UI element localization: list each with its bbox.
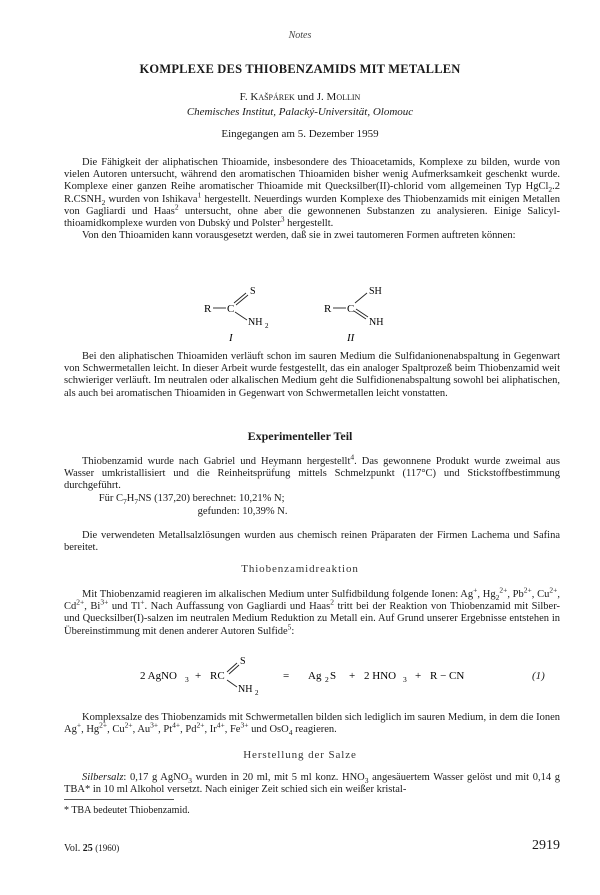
text-run: , Pd [180,724,197,736]
structure-II-c: C [347,303,355,315]
footnote-ref: 5 [287,622,292,632]
text-run: wurden in 20 ml, mit 5 ml konz. HNO [192,772,365,783]
experimental-paragraph [64,452,561,493]
eq-plus-3: + [415,670,422,682]
text-run: , Cu [531,589,550,600]
affiliation: Chemisches Institut, Palacký-Universität, Olomouc [186,106,414,118]
text-run: , Hg [477,589,496,600]
text-run: , Cu [107,724,125,736]
experimental-section [64,452,561,493]
text-run: , Au [132,724,151,736]
superscript: + [76,720,82,730]
eq-nh-sub: 2 [255,689,259,696]
reaction-heading: Thiobenzamidreaktion [241,563,359,575]
footnote-ref: 4 [350,452,355,462]
received-date: Eingegangen am 5. Dezember 1959 [221,128,379,140]
subscript: 7 [122,497,127,507]
text-run: wurden von Ishikava [105,193,198,205]
eq-ag-s: S [330,670,337,682]
volume-info [64,843,119,854]
authors [0,91,600,103]
silver-salt-paragraph [64,772,560,796]
text-run: reagieren. [292,724,337,736]
superscript: 2+ [124,720,133,730]
text-run: hergestellt. [284,218,334,230]
superscript: 4+ [172,720,181,730]
analysis-calc-row [64,493,328,506]
structure-I-sub: 2 [265,322,269,330]
subscript: 3 [364,776,369,786]
salts-paragraph: Die verwendeten Metallsalzlösungen wurden aus chemisch reinen Präparaten der Firmen Lachema und Safina bereitet. [64,530,560,554]
salts-heading: Herstellung der Salze [243,749,357,761]
text-run: , Hg [81,724,100,736]
text-run: .2 R.CSNH [64,181,560,205]
text-run: : 0,17 g AgNO [123,772,189,783]
structure-I [204,286,269,343]
author-connector: und [294,91,317,103]
subscript: 4 [288,728,293,738]
calc-value: 10,21% N; [238,493,285,504]
eq-hno3-sub: 3 [403,675,407,684]
eq-plus-1: + [195,670,202,682]
subscript: 7 [134,497,139,507]
footnote-ref: 2 [330,597,334,607]
eq-rc: RC [210,670,225,682]
superscript: 2+ [196,720,205,730]
text-run: Mit Thiobenzamid reagieren im alkalischen Medium unter Sulfidbildung folgende Ionen: Ag [82,589,474,600]
eq-lhs-sub: 3 [185,675,189,684]
page-number: 2919 [532,838,560,853]
footnote-divider [64,799,174,800]
footnote-ref: 2 [174,202,179,212]
analysis-found-row [64,506,328,519]
reaction-equation [140,656,560,696]
text-run: tritt bei der Reaktion von Thiobenzamid mit Silber- und Quecksilber(I)-salzen im neutralen Medium Reduktion zu Metall ein. Auf Grund unserer Ergebnisse entstehen in Übereinstimmung mit denen anderer Autoren Sulfide [64,601,560,637]
volume-label: Vol. [64,843,81,854]
structure-I-label: I [229,332,233,343]
intro-section [64,157,560,242]
subscript: 2 [548,185,553,195]
text-run: und OsO [248,724,289,736]
eq-nh: NH [238,684,253,695]
text-run: Thiobenzamid wurde nach Gabriel und Heymann hergestellt [82,456,351,467]
calc-label: berechnet: [192,493,237,504]
structure-II [324,286,383,343]
aliphatic-paragraph-block [64,351,560,400]
text-run: und Tl [108,601,141,613]
experimental-heading: Experimenteller Teil [247,429,353,443]
text-run: NS (137,20) [138,493,190,504]
subscript: 2 [101,197,106,207]
aliphatic-paragraph: Bei den aliphatischen Thioamiden verläuft schon im sauren Medium die Sulfidanionenabspaltung in Gegenwart von Schwermetallen leicht. In dieser Arbeit wurde festgestellt, das ein analoger Spaltprozeß beim Thiobenzamid weit schwieriger verläuft. Im neutralen oder alkalischen Medium geht die Sulfidionenabspaltung sowohl bei aliphatischen, als auch bei aromatischen Thioamiden in Gegenwart von Schwermetallen leicht vonstatten. [64,351,560,399]
intro-paragraph-1 [64,157,560,230]
structure-II-nh: NH [369,317,384,328]
volume-number: 25 [82,843,93,854]
superscript: 2+ [76,597,85,607]
footnote-ref: 3 [280,214,285,224]
article-title: KOMPLEXE DES THIOBENZAMIDS MIT METALLEN [139,62,461,76]
text-run: : [291,625,295,637]
elemental-analysis [64,493,328,518]
eq-plus-2: + [349,670,356,682]
found-label: gefunden: [197,505,240,517]
text-run: untersucht, ohne aber die gewonnenen Substanzen zu analysieren. Einige Salicyl-thioamidkomplexe wurden von Dubský und Polster [64,205,560,230]
superscript: 2+ [99,720,108,730]
text-run: . Das gewonnene Produkt wurde zweimal aus Wasser umkristallisiert und die Reinheitsprüfung mittels Schmelzpunkt (117°C) und Stickstoffbestimmung durchgeführt. [64,456,561,492]
text-run: , Pt [158,724,173,736]
complex-paragraph [64,712,560,736]
eq-rcn: R − CN [430,670,465,682]
text-run: , Ir [204,724,217,736]
text-run: hergestellt. Neuerdings wurden Komplexe des Thiobenzamids mit einigen Metallen von Gagliardi und Haas [64,193,560,217]
subscript: 3 [188,776,193,786]
superscript: 2+ [523,585,532,595]
eq-lhs: 2 AgNO [140,670,177,682]
structure-II-label: II [347,332,355,343]
author-1: F. Kašpárek [239,91,295,103]
text-run: , Cd [64,589,560,613]
structure-I-nh: NH [248,317,263,328]
salts-paragraph-block [64,530,560,554]
reaction-section [64,585,560,638]
footnote: * TBA bedeutet Thiobenzamid. [64,805,190,816]
structure-I-r: R [204,303,212,315]
superscript: 3+ [100,597,109,607]
reaction-paragraph [64,585,560,638]
found-value: 10,39% N. [242,505,288,517]
footnote-ref: 1 [197,190,202,200]
eq-ag: Ag [308,670,322,682]
volume-year: (1960) [95,843,120,853]
eq-hno3: 2 HNO [364,670,397,682]
superscript: + [473,585,478,595]
superscript: 4+ [216,720,225,730]
eq-s: S [240,656,246,667]
equation-number: (1) [532,670,545,682]
eq-ag-sub: 2 [325,675,329,684]
structure-I-c: C [227,303,235,315]
subscript: 2 [495,593,500,603]
silver-salt-section [64,772,560,796]
superscript: 3+ [150,720,159,730]
eq-equals: = [283,670,290,682]
structure-II-sh: SH [369,286,382,297]
superscript: + [140,597,145,607]
superscript: 2+ [549,585,558,595]
superscript: 2+ [499,585,508,595]
structure-II-r: R [324,303,332,315]
text-run: . Nach Auffassung von Gagliardi und Haas [144,601,331,613]
intro-paragraph-2: Von den Thioamiden kann vorausgesetzt werden, daß sie in zwei tautomeren Formen auftreten können: [82,230,516,242]
text-run: , Pb [507,589,524,600]
silver-salt-label: Silbersalz [82,772,124,783]
text-run: angesäuertem Wasser gelöst und mit 0,14 g TBA* in 10 ml Alkohol versetzt. Nach einiger Zeit schied sich ein weißer kristal- [64,772,560,796]
analysis-compound [64,493,190,506]
running-head: Notes [288,30,312,41]
superscript: 3+ [240,720,249,730]
text-run: Für C [98,493,123,504]
text-run: Die Fähigkeit der aliphatischen Thioamide, insbesondere des Thioacetamids, Komplexe zu bilden, wurde von vielen Autoren untersucht, während den aromatischen Thioamiden bisher wenig Aufmerksamkeit geschenkt wurde. Komplexe einer ganzen Reihe aromatischer Thioamide mit Quecksilber(II)-chlorid vom allgemeinen Typ HgCl [64,157,560,193]
text-run: H [126,493,135,504]
text-run: , Bi [84,601,101,613]
tautomer-structures [200,283,460,343]
text-run: , Fe [224,724,241,736]
author-2: J. Mollin [316,91,361,103]
structure-I-s: S [250,286,256,297]
text-run: Komplexsalze des Thiobenzamids mit Schwermetallen bilden sich lediglich im sauren Medium, in dem die Ionen Ag [64,712,560,736]
complex-section [64,712,560,736]
